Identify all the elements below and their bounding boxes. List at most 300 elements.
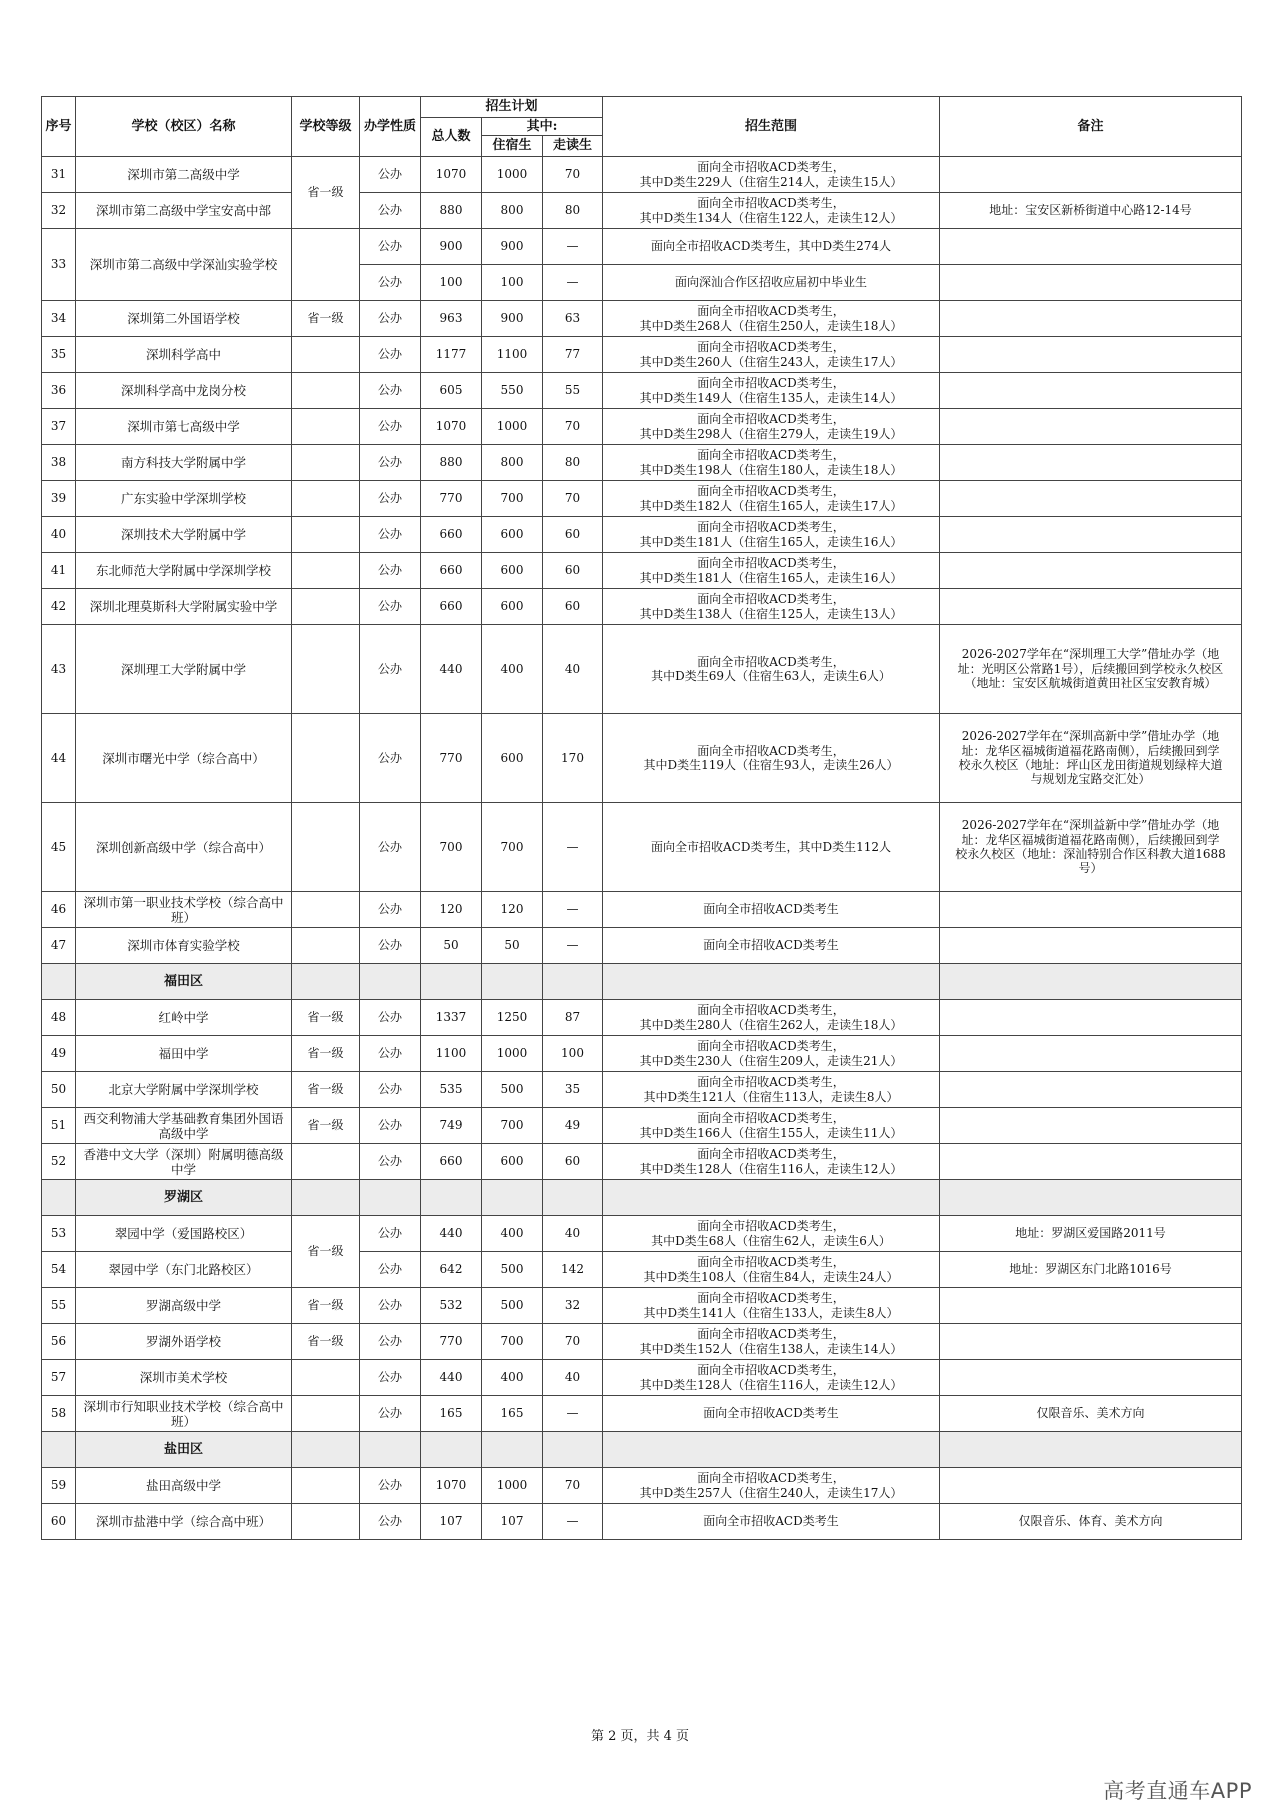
table-row: [42, 445, 1242, 481]
remark: [940, 481, 1242, 517]
plan-boarding: 1250: [482, 1000, 543, 1036]
row-no: 34: [42, 301, 76, 337]
school-level: [292, 589, 360, 625]
enroll-scope-line: 其中D类生229人（住宿生214人，走读生15人）: [639, 174, 903, 189]
remark-line: 地址：宝安区新桥街道中心路12-14号: [989, 203, 1192, 218]
remark-line: 2026-2027学年在“深圳益新中学”借址办学（地: [961, 818, 1220, 833]
plan-total: 1070: [421, 1468, 482, 1504]
remark-line: 号）: [1078, 861, 1103, 876]
school-level: 省一级: [292, 1324, 360, 1360]
plan-day: 32: [543, 1288, 603, 1324]
school-name: 深圳第二外国语学校: [76, 301, 292, 337]
plan-total: 660: [421, 589, 482, 625]
plan-total: 120: [421, 892, 482, 928]
school-name: 深圳市第二高级中学宝安高中部: [76, 193, 292, 229]
plan-boarding: 120: [482, 892, 543, 928]
district-name: 罗湖区: [76, 1180, 292, 1216]
plan-boarding: 500: [482, 1072, 543, 1108]
remark-line: 2026-2027学年在“深圳高新中学”借址办学（地: [961, 729, 1220, 744]
plan-boarding: 1000: [482, 1036, 543, 1072]
school-nature: 公办: [360, 265, 421, 301]
row-no: 31: [42, 157, 76, 193]
row-no: 52: [42, 1144, 76, 1180]
district-name: 盐田区: [76, 1432, 292, 1468]
plan-total: 440: [421, 625, 482, 714]
plan-day: 60: [543, 553, 603, 589]
plan-boarding: 1100: [482, 337, 543, 373]
school-level: [292, 714, 360, 803]
enroll-scope: [603, 301, 940, 337]
table-row: [42, 1360, 1242, 1396]
remark: [940, 803, 1242, 892]
school-level: [292, 229, 360, 301]
enroll-scope-line: 面向全市招收ACD类考生: [703, 1514, 839, 1529]
plan-total: 770: [421, 1324, 482, 1360]
enroll-scope: [603, 1360, 940, 1396]
enroll-scope: [603, 1468, 940, 1504]
plan-total: 770: [421, 481, 482, 517]
plan-total: 660: [421, 517, 482, 553]
table-row: [42, 1288, 1242, 1324]
table-row: [42, 1252, 1242, 1288]
remark: [940, 1036, 1242, 1072]
school-nature: 公办: [360, 1108, 421, 1144]
enroll-scope: [603, 892, 940, 928]
plan-day: —: [543, 803, 603, 892]
plan-day: —: [543, 1504, 603, 1540]
enroll-scope: [603, 625, 940, 714]
remark: [940, 409, 1242, 445]
school-level: 省一级: [292, 1216, 360, 1288]
enroll-scope: [603, 445, 940, 481]
enroll-scope: [603, 714, 940, 803]
district-blank: [421, 964, 482, 1000]
enroll-scope-line: 面向全市招收ACD类考生，: [697, 1111, 845, 1126]
header-no: 序号: [42, 97, 76, 157]
plan-day: 142: [543, 1252, 603, 1288]
plan-total: 700: [421, 803, 482, 892]
school-name: 红岭中学: [76, 1000, 292, 1036]
school-nature: 公办: [360, 409, 421, 445]
school-nature: 公办: [360, 1396, 421, 1432]
table-row: [42, 1108, 1242, 1144]
row-no: 45: [42, 803, 76, 892]
row-no: 38: [42, 445, 76, 481]
school-name: 北京大学附属中学深圳学校: [76, 1072, 292, 1108]
row-no: 49: [42, 1036, 76, 1072]
row-no: 43: [42, 625, 76, 714]
district-blank: [292, 1180, 360, 1216]
table-row: [42, 157, 1242, 193]
table-header: [42, 97, 1242, 157]
plan-day: —: [543, 265, 603, 301]
enroll-scope-line: 其中D类生69人（住宿生63人，走读生6人）: [651, 669, 891, 683]
remark: [940, 1108, 1242, 1144]
table-row: [42, 1144, 1242, 1180]
enroll-scope: [603, 1108, 940, 1144]
enroll-scope: [603, 481, 940, 517]
enroll-scope-line: 其中D类生141人（住宿生133人，走读生8人）: [643, 1305, 899, 1320]
header-scope: 招生范围: [603, 97, 940, 157]
row-no: 57: [42, 1360, 76, 1396]
enroll-scope: [603, 1216, 940, 1252]
school-level: 省一级: [292, 1036, 360, 1072]
school-level: [292, 625, 360, 714]
enroll-scope-line: 面向全市招收ACD类考生，: [697, 160, 845, 175]
school-name: 香港中文大学（深圳）附属明德高级中学: [76, 1144, 292, 1180]
school-name: 深圳市体育实验学校: [76, 928, 292, 964]
table-row: [42, 481, 1242, 517]
enroll-scope-line: 其中D类生128人（住宿生116人，走读生12人）: [639, 1161, 903, 1176]
enroll-scope-line: 面向全市招收ACD类考生，: [697, 654, 845, 669]
school-nature: 公办: [360, 1144, 421, 1180]
school-level: 省一级: [292, 1108, 360, 1144]
plan-total: 50: [421, 928, 482, 964]
plan-day: —: [543, 1396, 603, 1432]
plan-total: 880: [421, 445, 482, 481]
district-blank: [482, 964, 543, 1000]
plan-day: —: [543, 928, 603, 964]
remark: [940, 229, 1242, 265]
district-blank: [292, 1432, 360, 1468]
remark-line: 地址：罗湖区爱国路2011号: [1015, 1226, 1166, 1241]
remark: [940, 1000, 1242, 1036]
school-nature: 公办: [360, 193, 421, 229]
table-row: [42, 337, 1242, 373]
table-row: [42, 1396, 1242, 1432]
district-row: [42, 964, 1242, 1000]
enroll-scope-line: 其中D类生166人（住宿生155人，走读生11人）: [639, 1125, 903, 1140]
row-no: 42: [42, 589, 76, 625]
plan-total: 1337: [421, 1000, 482, 1036]
district-blank: [360, 964, 421, 1000]
table-body: [42, 157, 1242, 1540]
school-name: 深圳市盐港中学（综合高中班）: [76, 1504, 292, 1540]
plan-boarding: 700: [482, 1108, 543, 1144]
plan-boarding: 800: [482, 193, 543, 229]
school-name: 翠园中学（东门北路校区）: [76, 1252, 292, 1288]
enroll-scope-line: 其中D类生128人（住宿生116人，走读生12人）: [639, 1377, 903, 1392]
plan-boarding: 600: [482, 553, 543, 589]
header-plan: 招生计划: [421, 97, 603, 118]
header-total: 总人数: [421, 118, 482, 157]
enroll-scope-line: 其中D类生152人（住宿生138人，走读生14人）: [639, 1341, 903, 1356]
table-row: [42, 1468, 1242, 1504]
plan-boarding: 800: [482, 445, 543, 481]
enroll-scope: [603, 1288, 940, 1324]
district-blank: [292, 964, 360, 1000]
school-level: [292, 445, 360, 481]
row-no: 56: [42, 1324, 76, 1360]
school-nature: 公办: [360, 157, 421, 193]
plan-boarding: 900: [482, 301, 543, 337]
remark-line: 2026-2027学年在“深圳理工大学”借址办学（地: [961, 647, 1220, 662]
plan-boarding: 107: [482, 1504, 543, 1540]
district-blank: [42, 1432, 76, 1468]
enroll-scope: [603, 928, 940, 964]
plan-boarding: 550: [482, 373, 543, 409]
district-blank: [360, 1432, 421, 1468]
row-no: 35: [42, 337, 76, 373]
school-nature: 公办: [360, 589, 421, 625]
row-no: 58: [42, 1396, 76, 1432]
table-row: [42, 1324, 1242, 1360]
plan-day: —: [543, 892, 603, 928]
plan-boarding: 100: [482, 265, 543, 301]
remark: [940, 625, 1242, 714]
table-row: [42, 1072, 1242, 1108]
remark: [940, 1396, 1242, 1432]
district-blank: [42, 1180, 76, 1216]
plan-total: 880: [421, 193, 482, 229]
row-no: 48: [42, 1000, 76, 1036]
school-level: 省一级: [292, 301, 360, 337]
remark: [940, 1288, 1242, 1324]
row-no: 37: [42, 409, 76, 445]
plan-total: 770: [421, 714, 482, 803]
enroll-scope-line: 其中D类生181人（住宿生165人，走读生16人）: [639, 570, 903, 585]
remark-line: 址：龙华区福城街道福花路南侧），后续搬回到学: [961, 832, 1220, 847]
row-no: 53: [42, 1216, 76, 1252]
row-no: 55: [42, 1288, 76, 1324]
remark: [940, 1216, 1242, 1252]
school-level: [292, 373, 360, 409]
enroll-scope-line: 其中D类生121人（住宿生113人，走读生8人）: [643, 1089, 899, 1104]
enroll-scope: [603, 1324, 940, 1360]
plan-total: 107: [421, 1504, 482, 1540]
row-no: 47: [42, 928, 76, 964]
header-school: 学校（校区）名称: [76, 97, 292, 157]
plan-total: 1070: [421, 157, 482, 193]
enroll-scope-line: 面向全市招收ACD类考生，: [697, 1003, 845, 1018]
plan-boarding: 165: [482, 1396, 543, 1432]
school-level: [292, 337, 360, 373]
enroll-scope-line: 面向全市招收ACD类考生，: [697, 743, 845, 758]
enroll-scope-line: 面向全市招收ACD类考生: [703, 938, 839, 953]
plan-day: 49: [543, 1108, 603, 1144]
plan-total: 535: [421, 1072, 482, 1108]
plan-total: 660: [421, 553, 482, 589]
school-name: 罗湖外语学校: [76, 1324, 292, 1360]
school-name: 福田中学: [76, 1036, 292, 1072]
remark-line: （地址：宝安区航城街道黄田社区宝安教育城）: [964, 676, 1217, 691]
plan-day: 80: [543, 193, 603, 229]
plan-total: 532: [421, 1288, 482, 1324]
school-level: 省一级: [292, 1072, 360, 1108]
enroll-scope-line: 其中D类生149人（住宿生135人，走读生14人）: [639, 390, 903, 405]
enroll-scope-line: 面向全市招收ACD类考生，: [697, 1147, 845, 1162]
school-nature: 公办: [360, 1036, 421, 1072]
school-level: [292, 1504, 360, 1540]
remark-line: 仅限音乐、美术方向: [1036, 1406, 1145, 1421]
district-blank: [603, 964, 940, 1000]
plan-boarding: 600: [482, 589, 543, 625]
school-name: 深圳市第二高级中学: [76, 157, 292, 193]
enroll-scope-line: 面向全市招收ACD类考生: [703, 1406, 839, 1421]
enroll-scope-line: 面向全市招收ACD类考生，: [697, 520, 845, 535]
plan-total: 1100: [421, 1036, 482, 1072]
header-among: 其中:: [482, 118, 603, 136]
remark: [940, 714, 1242, 803]
enroll-scope: [603, 1504, 940, 1540]
remark: [940, 1144, 1242, 1180]
plan-boarding: 400: [482, 1216, 543, 1252]
plan-boarding: 700: [482, 803, 543, 892]
school-level: [292, 928, 360, 964]
school-level: [292, 1396, 360, 1432]
header-nature: 办学性质: [360, 97, 421, 157]
remark: [940, 337, 1242, 373]
school-nature: 公办: [360, 481, 421, 517]
plan-day: 70: [543, 1324, 603, 1360]
plan-boarding: 600: [482, 1144, 543, 1180]
school-level: [292, 1468, 360, 1504]
table-row: [42, 373, 1242, 409]
plan-day: 63: [543, 301, 603, 337]
enroll-scope-line: 面向全市招收ACD类考生，: [697, 340, 845, 355]
row-no: 39: [42, 481, 76, 517]
plan-total: 963: [421, 301, 482, 337]
remark: [940, 301, 1242, 337]
enroll-scope: [603, 803, 940, 892]
school-name: 深圳市第七高级中学: [76, 409, 292, 445]
school-nature: 公办: [360, 553, 421, 589]
row-no: 36: [42, 373, 76, 409]
table-row: [42, 803, 1242, 892]
remark: [940, 1468, 1242, 1504]
enroll-scope-line: 面向全市招收ACD类考生，其中D类生112人: [651, 839, 891, 854]
remark: [940, 445, 1242, 481]
school-name: 深圳市第二高级中学深汕实验学校: [76, 229, 292, 301]
plan-day: 40: [543, 1216, 603, 1252]
plan-total: 749: [421, 1108, 482, 1144]
table-row: [42, 625, 1242, 714]
school-nature: 公办: [360, 1360, 421, 1396]
enroll-scope-line: 其中D类生198人（住宿生180人，走读生18人）: [639, 462, 903, 477]
district-blank: [603, 1432, 940, 1468]
school-nature: 公办: [360, 714, 421, 803]
remark: [940, 1252, 1242, 1288]
school-level: 省一级: [292, 1288, 360, 1324]
school-nature: 公办: [360, 1288, 421, 1324]
row-no: 59: [42, 1468, 76, 1504]
plan-day: 87: [543, 1000, 603, 1036]
school-nature: 公办: [360, 1468, 421, 1504]
plan-boarding: 700: [482, 481, 543, 517]
school-nature: 公办: [360, 337, 421, 373]
header-boarding: 住宿生: [482, 136, 543, 157]
enroll-scope-line: 面向全市招收ACD类考生，其中D类生274人: [651, 239, 891, 254]
school-name: 西交利物浦大学基础教育集团外国语高级中学: [76, 1108, 292, 1144]
remark: [940, 193, 1242, 229]
plan-day: 55: [543, 373, 603, 409]
enroll-scope: [603, 1072, 940, 1108]
remark-line: 址：龙华区福城街道福花路南侧），后续搬回到学: [961, 743, 1220, 758]
school-nature: 公办: [360, 803, 421, 892]
plan-boarding: 1000: [482, 157, 543, 193]
school-level: 省一级: [292, 1000, 360, 1036]
enroll-scope: [603, 1396, 940, 1432]
plan-boarding: 400: [482, 1360, 543, 1396]
enroll-scope-line: 面向全市招收ACD类考生，: [697, 1291, 845, 1306]
table-row: [42, 892, 1242, 928]
school-name: 深圳科学高中龙岗分校: [76, 373, 292, 409]
district-blank: [482, 1180, 543, 1216]
row-no: 54: [42, 1252, 76, 1288]
plan-day: 80: [543, 445, 603, 481]
enroll-scope-line: 面向深汕合作区招收应届初中毕业生: [674, 275, 867, 290]
enroll-scope: [603, 1036, 940, 1072]
row-no: 60: [42, 1504, 76, 1540]
enroll-scope: [603, 553, 940, 589]
table-row: [42, 553, 1242, 589]
plan-day: 60: [543, 589, 603, 625]
school-level: [292, 481, 360, 517]
district-blank: [421, 1432, 482, 1468]
plan-total: 1177: [421, 337, 482, 373]
school-nature: 公办: [360, 1216, 421, 1252]
plan-day: 60: [543, 1144, 603, 1180]
school-nature: 公办: [360, 625, 421, 714]
remark: [940, 1504, 1242, 1540]
plan-boarding: 600: [482, 517, 543, 553]
school-nature: 公办: [360, 301, 421, 337]
district-blank: [42, 964, 76, 1000]
enroll-scope-line: 其中D类生280人（住宿生262人，走读生18人）: [639, 1017, 903, 1032]
remark-line: 校永久校区（地址：深汕特别合作区科教大道1688: [955, 847, 1226, 861]
plan-total: 440: [421, 1216, 482, 1252]
header-day: 走读生: [543, 136, 603, 157]
row-no: 41: [42, 553, 76, 589]
school-name: 深圳市行知职业技术学校（综合高中班）: [76, 1396, 292, 1432]
enroll-scope-line: 面向全市招收ACD类考生，: [697, 376, 845, 391]
enroll-scope: [603, 229, 940, 265]
plan-total: 605: [421, 373, 482, 409]
remark-line: 地址：罗湖区东门北路1016号: [1009, 1262, 1172, 1277]
plan-day: 35: [543, 1072, 603, 1108]
district-blank: [940, 1180, 1242, 1216]
remark: [940, 553, 1242, 589]
enrollment-plan-table: [41, 96, 1242, 1540]
school-nature: 公办: [360, 517, 421, 553]
row-no: 50: [42, 1072, 76, 1108]
district-row: [42, 1432, 1242, 1468]
school-name: 深圳市美术学校: [76, 1360, 292, 1396]
table-row: [42, 928, 1242, 964]
school-level: 省一级: [292, 157, 360, 229]
plan-total: 1070: [421, 409, 482, 445]
enroll-scope-line: 面向全市招收ACD类考生: [703, 902, 839, 917]
school-name: 罗湖高级中学: [76, 1288, 292, 1324]
district-blank: [940, 964, 1242, 1000]
table-row: [42, 1000, 1242, 1036]
enroll-scope-line: 其中D类生108人（住宿生84人，走读生24人）: [643, 1269, 899, 1284]
table-row: [42, 589, 1242, 625]
school-name: 东北师范大学附属中学深圳学校: [76, 553, 292, 589]
remark: [940, 928, 1242, 964]
plan-boarding: 700: [482, 1324, 543, 1360]
table-row: [42, 1504, 1242, 1540]
plan-total: 660: [421, 1144, 482, 1180]
table-row: [42, 714, 1242, 803]
district-blank: [940, 1432, 1242, 1468]
plan-boarding: 50: [482, 928, 543, 964]
header-note: 备注: [940, 97, 1242, 157]
enroll-scope: [603, 1000, 940, 1036]
school-name: 广东实验中学深圳学校: [76, 481, 292, 517]
school-name: 深圳创新高级中学（综合高中）: [76, 803, 292, 892]
enroll-scope-line: 面向全市招收ACD类考生，: [697, 448, 845, 463]
